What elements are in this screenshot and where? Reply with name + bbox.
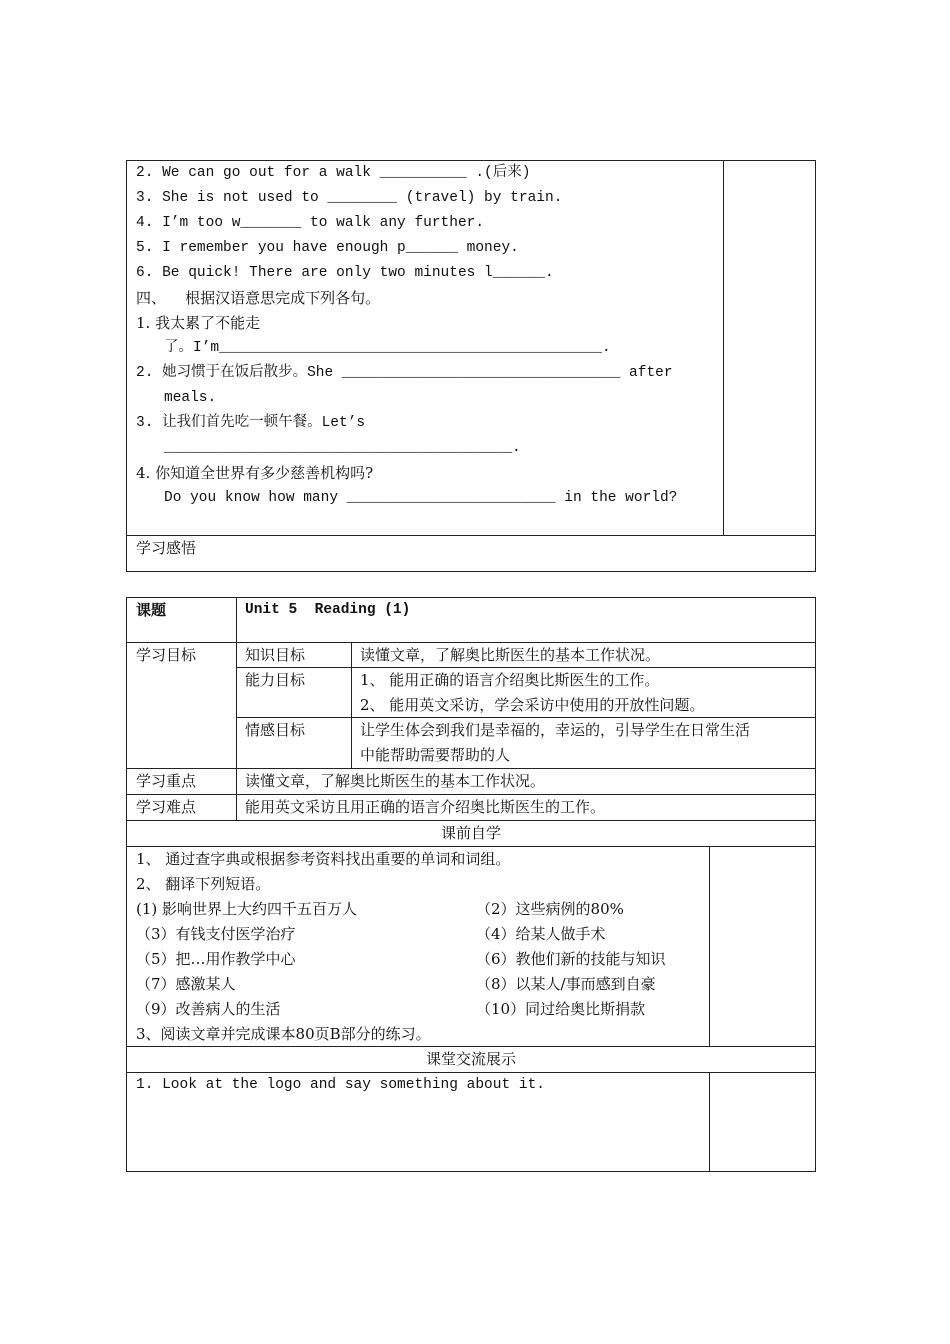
phrase-item: （9）改善病人的生活 [136,1000,281,1018]
class-section-title: 课堂交流展示 [425,1050,516,1068]
exercise-item: 了。I’m____________________________________________. [164,340,611,356]
goal-ability-text: 2、 能用英文采访，学会采访中使用的开放性问题。 [360,696,705,714]
difficulty-label: 学习难点 [136,798,197,816]
table2-row-divider [126,768,816,769]
phrase-item: （10）同过给奥比斯捐款 [476,1000,646,1018]
phrase-item: （2）这些病例的80% [476,900,624,918]
table2-row-divider [126,1072,816,1073]
table2-row-divider [236,717,816,718]
goal-knowledge-label: 知识目标 [245,646,306,664]
exercise-line: 5. I remember you have enough p______ money. [136,240,519,256]
exercise-item: 1. 我太累了不能走 [136,314,261,332]
goal-knowledge-text: 读懂文章，了解奥比斯医生的基本工作状况。 [360,646,661,664]
table2-row-divider [126,846,816,847]
topic-label: 课题 [136,601,167,619]
table2-col-divider [709,1072,710,1172]
phrase-item: （7）感激某人 [136,975,236,993]
table2-col-divider [709,846,710,1046]
goal-emotion-label: 情感目标 [245,721,306,739]
exercise-item: ________________________________________. [164,440,521,456]
table1-col-divider [723,160,724,535]
goal-ability-text: 1、 能用正确的语言介绍奥比斯医生的工作。 [360,671,660,689]
phrase-item: （5）把…用作教学中心 [136,950,296,968]
table2-col-divider [236,597,237,820]
exercise-line: 2. We can go out for a walk __________ .(后来) [136,165,531,181]
exercise-line: 4. I’m too w_______ to walk any further. [136,215,485,231]
class-item: 1. Look at the logo and say something about it. [136,1077,545,1093]
key-point-value: 读懂文章，了解奥比斯医生的基本工作状况。 [245,772,546,790]
exercise-line: 3. She is not used to ________ (travel) by train. [136,190,563,206]
preview-step: 2、 翻译下列短语。 [136,875,271,893]
goal-emotion-text: 中能帮助需要帮助的人 [360,746,511,764]
phrase-item: （3）有钱支付医学治疗 [136,925,296,943]
table1-row-divider [126,535,816,536]
table2-row-divider [126,642,816,643]
phrase-item: （4）给某人做手术 [476,925,606,943]
preview-step: 3、阅读文章并完成课本80页B部分的练习。 [136,1025,431,1043]
phrase-item: (1) 影响世界上大约四千五百万人 [136,900,358,918]
exercise-item: Do you know how many ________________________ in the world? [164,490,678,506]
exercise-item: meals. [164,390,217,406]
preview-step: 1、 通过查字典或根据参考资料找出重要的单词和词组。 [136,850,511,868]
phrase-item: （8）以某人/事而感到自豪 [476,975,656,993]
difficulty-value: 能用英文采访且用正确的语言介绍奥比斯医生的工作。 [245,798,606,816]
exercise-line: 6. Be quick! There are only two minutes l______. [136,265,554,281]
preview-section-title: 课前自学 [440,824,501,842]
exercise-item: 4. 你知道全世界有多少慈善机构吗? [136,464,374,482]
phrase-item: （6）教他们新的技能与知识 [476,950,666,968]
section-4-title: 四、 根据汉语意思完成下列各句。 [136,289,381,307]
goal-emotion-text: 让学生体会到我们是幸福的，幸运的，引导学生在日常生活 [360,721,751,739]
goals-label: 学习目标 [136,646,197,664]
topic-value: Unit 5 Reading (1) [245,602,411,618]
exercise-item: 3. 让我们首先吃一顿午餐。Let’s [136,415,366,431]
table2-row-divider [126,794,816,795]
goal-ability-label: 能力目标 [245,671,306,689]
table2-row-divider [236,667,816,668]
table2-row-divider [126,820,816,821]
key-point-label: 学习重点 [136,772,197,790]
reflection-label: 学习感悟 [136,539,197,557]
table2-row-divider [126,1046,816,1047]
exercise-item: 2. 她习惯于在饭后散步。She ________________________________ after [136,365,673,381]
table2-col-divider [351,642,352,768]
